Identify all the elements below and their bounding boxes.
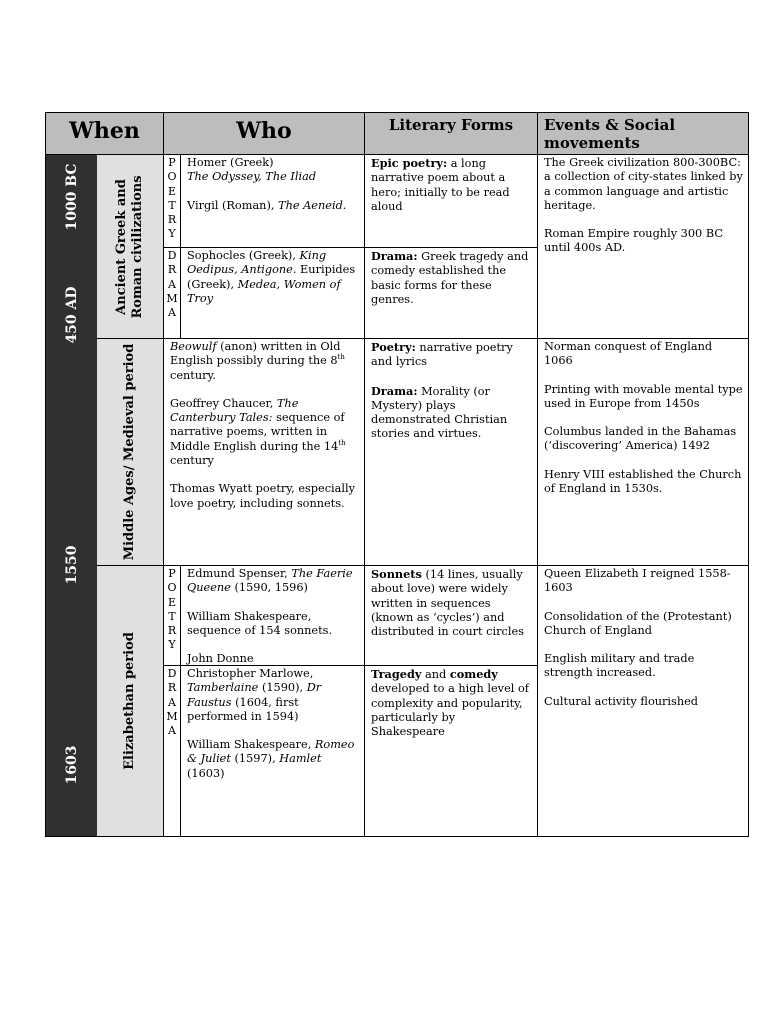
timeline-column bbox=[46, 154, 97, 836]
timeline-1603: 1603 bbox=[63, 745, 80, 785]
ancient-poetry-who: Homer (Greek) The Odyssey, The Iliad Virgil (Roman), The Aeneid. bbox=[180, 154, 364, 247]
middle-events: Norman conquest of England 1066 Printing with movable mental type used in Europe from 1450s Columbus landed in the Bahamas (‘discovering’ America) 1492 Henry VIII established the Church of England in 1530s. bbox=[537, 338, 748, 565]
header-who: Who bbox=[236, 118, 292, 144]
ancient-poetry-letters: P O E T R Y bbox=[163, 154, 180, 247]
elizabethan-poetry-form: Sonnets (14 lines, usually about love) were widely written in sequences (known as ‘cycles’) and distributed in court circles bbox=[364, 565, 537, 665]
header-events-cell bbox=[537, 113, 748, 154]
era-middle-cell bbox=[97, 338, 163, 565]
header-literary-forms: Literary Forms bbox=[388, 116, 514, 134]
era-elizabethan: Elizabethan period bbox=[122, 632, 137, 770]
timeline-450ad: 450 AD bbox=[63, 286, 80, 344]
header-who-cell bbox=[163, 113, 364, 154]
ancient-poetry-form: Epic poetry: a long narrative poem about a hero; initially to be read aloud bbox=[364, 154, 537, 247]
elizabethan-events: Queen Elizabeth I reigned 1558-1603 Consolidation of the (Protestant) Church of England English military and trade strength increased. Cultural activity flourished bbox=[537, 565, 748, 836]
middle-forms: Poetry: narrative poetry and lyrics Drama: Morality (or Mystery) plays demonstrated Christian stories and virtues. bbox=[364, 338, 537, 565]
ancient-events: The Greek civilization 800-300BC: a collection of city-states linked by a common language and artistic heritage. Roman Empire roughly 300 BC until 400s AD. bbox=[537, 154, 748, 338]
elizabethan-drama-letters: D R A M A bbox=[163, 665, 180, 836]
elizabethan-drama-who: Christopher Marlowe, Tamberlaine (1590), Dr Faustus (1604, first performed in 1594) William Shakespeare, Romeo & Juliet (1597), Hamlet (1603) bbox=[180, 665, 364, 836]
header-when: When bbox=[69, 118, 140, 144]
ancient-drama-who: Sophocles (Greek), King Oedipus, Antigone. Euripides (Greek), Medea, Women of Troy bbox=[180, 247, 364, 338]
timeline-1550: 1550 bbox=[63, 545, 80, 585]
ancient-drama-letters: D R A M A bbox=[163, 247, 180, 338]
era-ancient-cell bbox=[97, 154, 163, 338]
literature-timeline-table bbox=[45, 112, 749, 837]
timeline-1000bc: 1000 BC bbox=[63, 163, 80, 231]
ancient-drama-form: Drama: Greek tragedy and comedy established the basic forms for these genres. bbox=[364, 247, 537, 338]
header-literary-forms-cell bbox=[364, 113, 537, 154]
era-ancient: Ancient Greek and Roman civilizations bbox=[114, 174, 145, 319]
era-elizabethan-cell bbox=[97, 565, 163, 836]
elizabethan-drama-form: Tragedy and comedy developed to a high level of complexity and popularity, particularly by Shakespeare bbox=[364, 665, 537, 836]
era-middle-ages: Middle Ages/ Medieval period bbox=[122, 343, 137, 561]
header-events: Events & Social movements bbox=[544, 116, 676, 152]
middle-who: Beowulf (anon) written in Old English possibly during the 8th century. Geoffrey Chaucer, The Canterbury Tales: sequence of narrative poems, written in Middle English during the 14th century Thomas Wyatt poetry, especially love poetry, including sonnets. bbox=[163, 338, 364, 565]
header-when-cell bbox=[46, 113, 163, 154]
elizabethan-poetry-who: Edmund Spenser, The Faerie Queene (1590, 1596) William Shakespeare, sequence of 154 sonnets. John Donne bbox=[180, 565, 364, 665]
elizabethan-poetry-letters: P O E T R Y bbox=[163, 565, 180, 665]
